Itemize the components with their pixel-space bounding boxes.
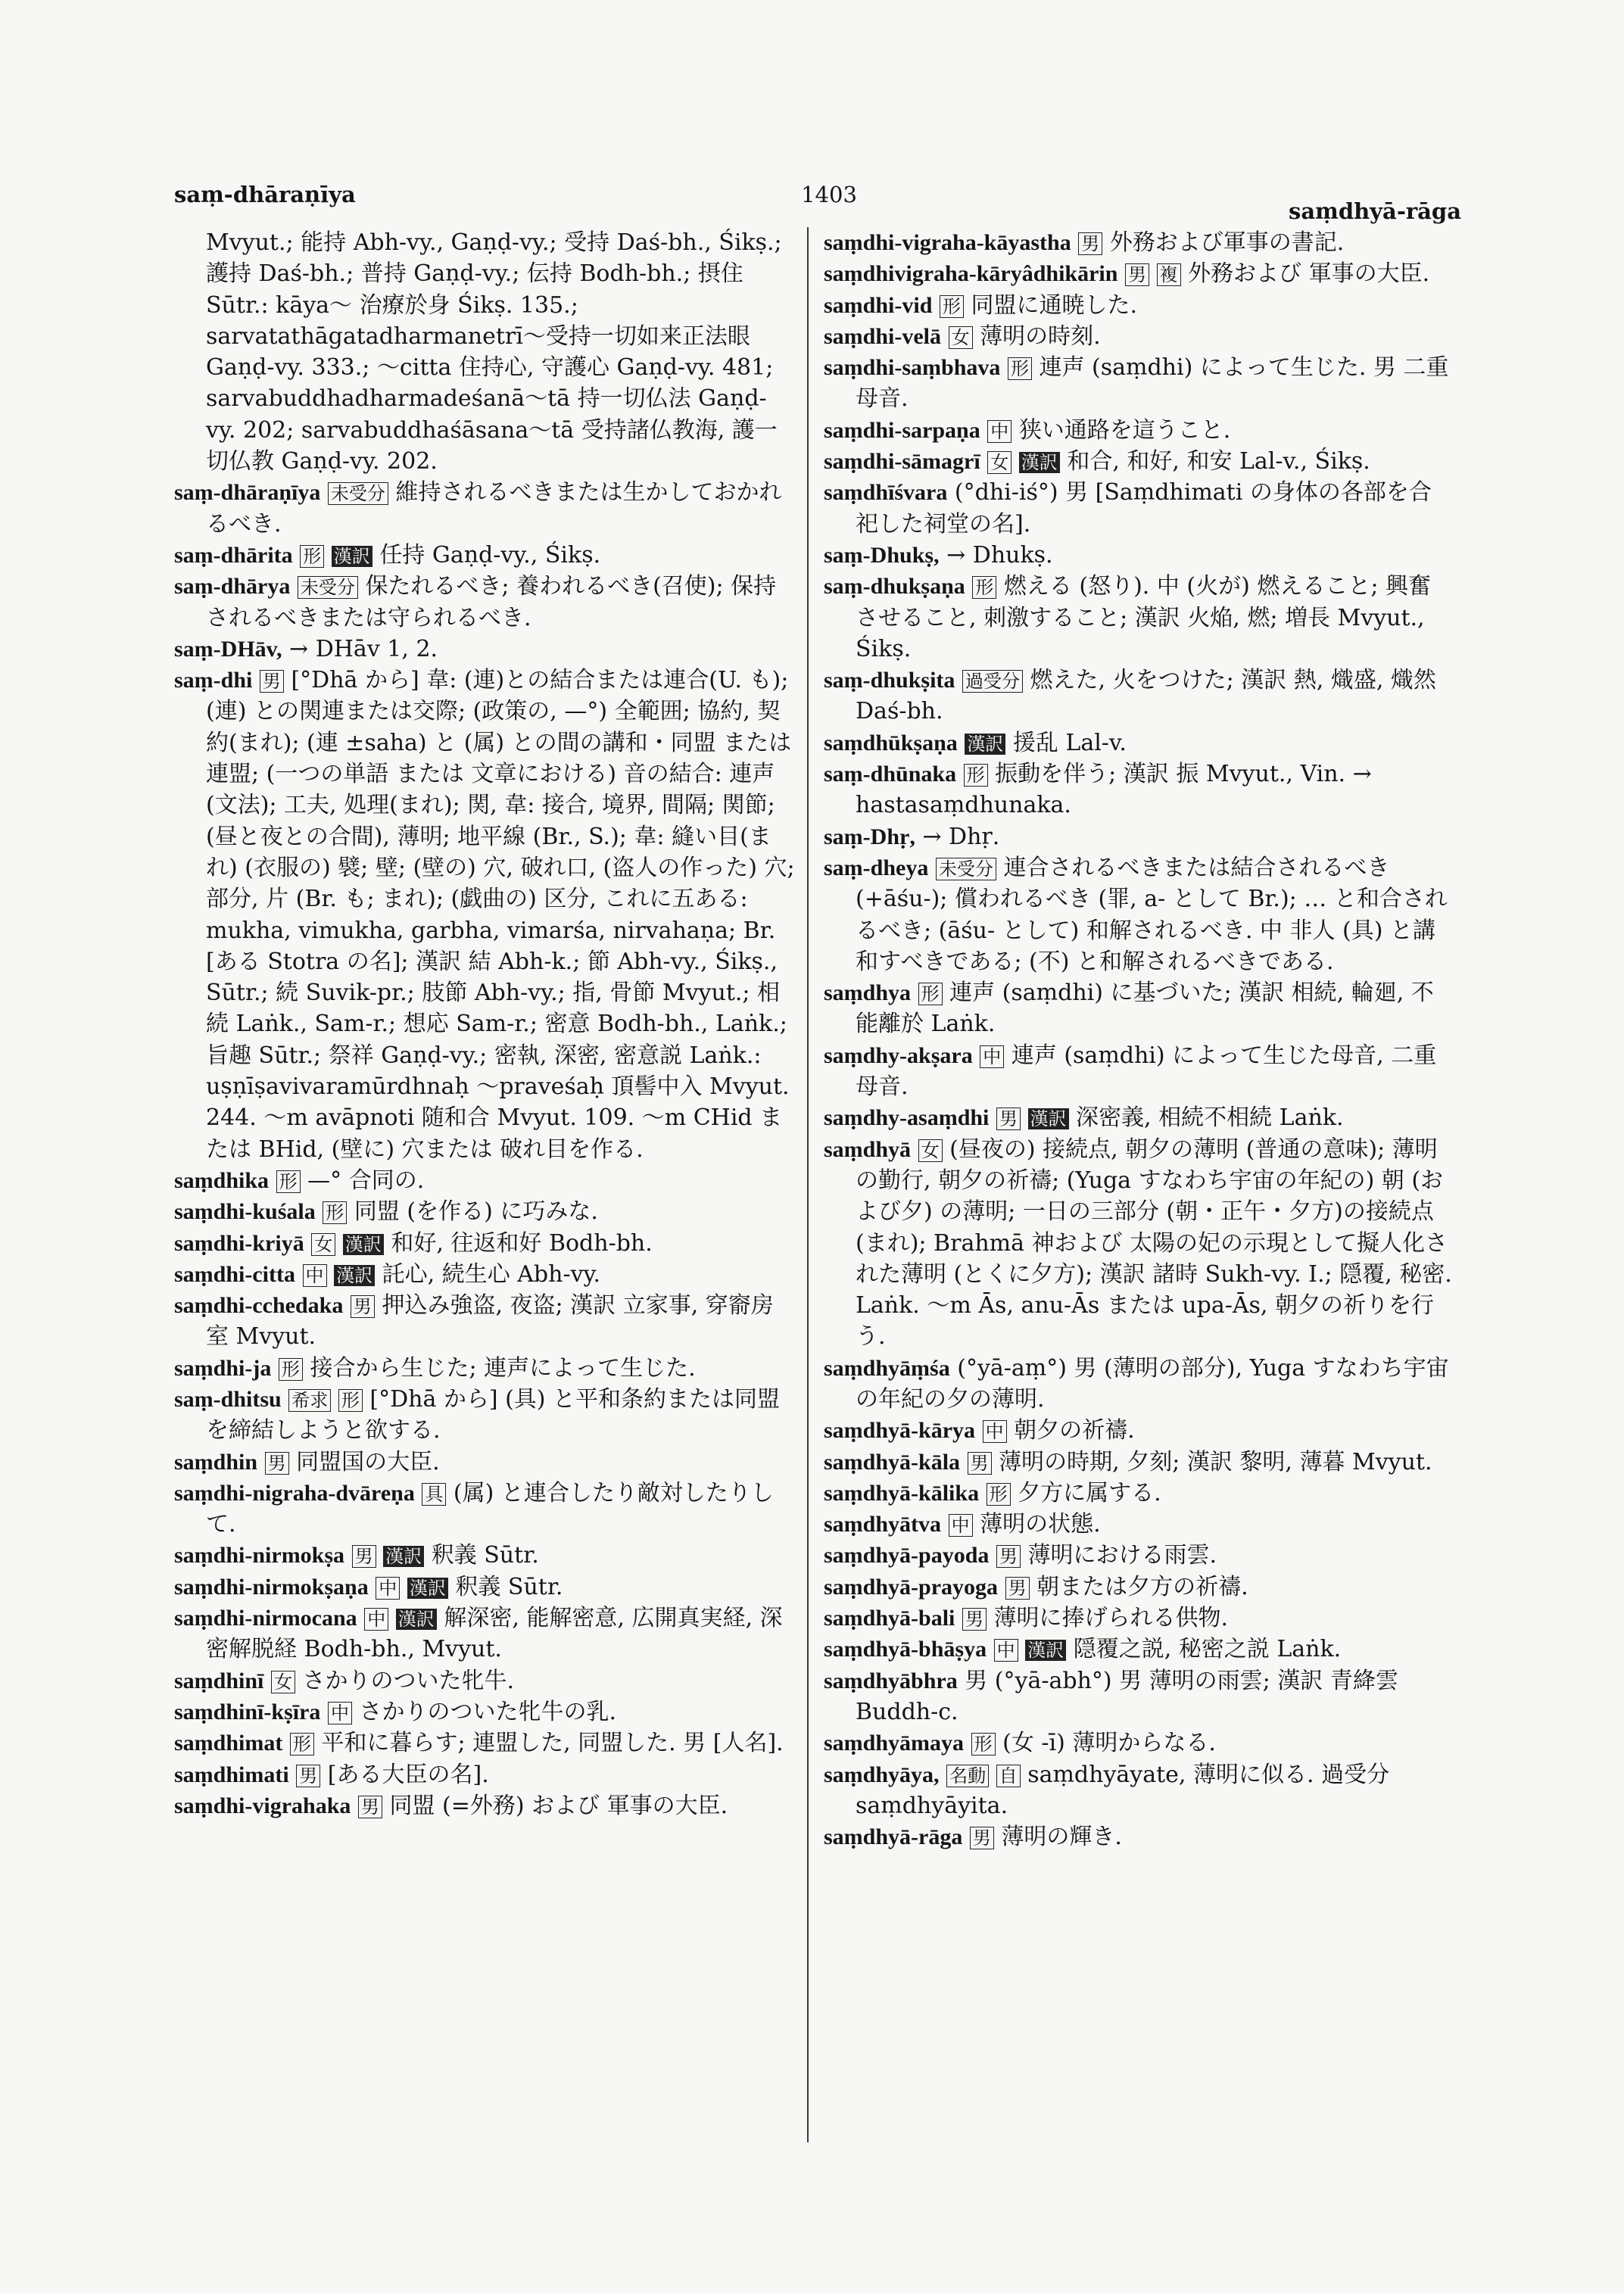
grammar-tag: 中	[303, 1264, 327, 1287]
definition: (°dhi-iś°) 男 [Saṃdhimati の身体の各部を合祀した祠堂の名].	[856, 479, 1432, 537]
headword: saṃdhi-nirmokṣa	[174, 1543, 345, 1569]
dictionary-entry	[174, 571, 795, 634]
grammar-tag: 中	[376, 1577, 400, 1600]
headword: saṃdhūkṣaṇa	[824, 730, 958, 756]
grammar-tag: 中	[994, 1639, 1018, 1662]
dictionary-entry	[174, 1572, 795, 1603]
dictionary-entry	[824, 1447, 1452, 1478]
definition: 連声 (saṃdhi) に基づいた; 漢訳 相続, 輪廻, 不能離於 Laṅk.	[856, 980, 1434, 1038]
definition: 援乱 Lal-v.	[1012, 729, 1127, 756]
grammar-tag: 未受分	[298, 576, 358, 599]
dictionary-entry	[824, 1821, 1452, 1852]
definition: さかりのついた牝牛.	[302, 1667, 515, 1694]
definition: → DHāv 1, 2.	[289, 635, 438, 662]
definition: —° 合同の.	[307, 1167, 425, 1194]
headword: saṃ-DHāv,	[174, 636, 282, 662]
grammar-tag: 男	[358, 1796, 382, 1818]
grammar-tag: 未受分	[328, 482, 388, 505]
grammar-tag: 形	[918, 983, 943, 1005]
grammar-tag: 漢訳	[396, 1609, 437, 1630]
headword: saṃdhimat	[174, 1731, 283, 1756]
grammar-tag: 男	[1078, 232, 1102, 255]
grammar-tag: 中	[983, 1420, 1007, 1443]
definition: 維持されるべきまたは生かしておかれるべき.	[206, 479, 782, 537]
grammar-tag: 未受分	[936, 858, 996, 880]
grammar-tag: 希求	[288, 1389, 331, 1412]
definition: 薄明の時期, 夕刻; 漢訳 黎明, 薄暮 Mvyut.	[999, 1448, 1432, 1475]
headword: saṃdhi-nirmocana	[174, 1606, 357, 1631]
definition: 薄明における雨雲.	[1027, 1542, 1217, 1569]
grammar-tag: 男	[296, 1765, 320, 1787]
headword: saṃdhivigraha-kāryâdhikārin	[824, 261, 1118, 287]
definition: [°Dhā から] (具) と平和条約または同盟を締結しようと欲する.	[206, 1385, 781, 1444]
grammar-tag: 形	[290, 1733, 314, 1756]
definition: (属) と連合したり敵対したりして.	[206, 1479, 774, 1538]
grammar-tag: 形	[972, 576, 996, 599]
definition: 押込み強盗, 夜盗; 漢訳 立家事, 穿窬房室 Mvyut.	[206, 1292, 774, 1351]
definition: 朝または夕方の祈禱.	[1036, 1573, 1248, 1600]
headword: saṃ-dhukṣaṇa	[824, 574, 965, 600]
dictionary-entry	[174, 1696, 795, 1728]
grammar-tag: 漢訳	[383, 1546, 424, 1567]
grammar-tag: 形	[279, 1358, 303, 1381]
headword: saṃdhinī	[174, 1668, 264, 1693]
dictionary-entry	[174, 665, 795, 1165]
grammar-tag: 中	[328, 1702, 352, 1724]
grammar-tag: 男	[996, 1545, 1021, 1568]
definition: 振動を伴う; 漢訳 振 Mvyut., Vin. → hastasaṃdhunaka.	[856, 761, 1372, 819]
definition: saṃdhyāyate, 薄明に似る. 過受分 saṃdhyāyita.	[856, 1761, 1390, 1819]
headword: saṃdhi-nirmokṣaṇa	[174, 1574, 369, 1600]
dictionary-entry	[174, 1478, 795, 1541]
dictionary-entry	[824, 1478, 1452, 1509]
dictionary-entry	[824, 1728, 1452, 1759]
definition: 接合から生じた; 連声によって生じた.	[310, 1354, 696, 1382]
headword: saṃdhi-sāmagrī	[824, 449, 980, 475]
left-column	[174, 227, 795, 2135]
definition: 同盟に通暁した.	[971, 291, 1138, 319]
dictionary-entry	[824, 227, 1452, 258]
dictionary-entry	[824, 1540, 1452, 1571]
headword: saṃdhi-kuśala	[174, 1199, 316, 1225]
definition: 連合されるべきまたは結合されるべき (+āśu-); 償われるべき (罪, a- として Br.); … と和合されるべき; (āśu- として) 和解されるべき. 中 非人 (具) と講和すべきである; (不) と和解されるべきである.	[856, 854, 1448, 975]
definition: 平和に暮らす; 連盟した, 同盟した. 男 [人名].	[321, 1730, 784, 1757]
dictionary-entry	[174, 634, 795, 665]
headword: saṃdhyā-prayoga	[824, 1574, 999, 1600]
grammar-tag: 女	[918, 1139, 943, 1162]
grammar-tag: 男	[996, 1108, 1021, 1130]
dictionary-entry	[174, 1165, 795, 1196]
dictionary-entry	[174, 1603, 795, 1665]
headword: saṃdhyāya,	[824, 1762, 940, 1787]
headword: saṃdhimati	[174, 1762, 289, 1787]
grammar-tag: 男	[265, 1452, 289, 1475]
grammar-tag: 形	[940, 295, 964, 318]
dictionary-entry	[824, 1102, 1452, 1133]
headword: saṃdhika	[174, 1167, 270, 1193]
headword: saṃdhi-velā	[824, 323, 942, 349]
definition: 連声 (saṃdhi) によって生じた母音, 二重母音.	[856, 1042, 1437, 1101]
dictionary-entry	[824, 977, 1452, 1040]
headword: saṃdhyāmaya	[824, 1731, 965, 1756]
grammar-tag: 男	[351, 1295, 375, 1318]
headword: saṃdhinī-kṣīra	[174, 1699, 321, 1724]
headword: saṃ-Dhukṣ,	[824, 542, 940, 568]
dictionary-entry	[824, 571, 1452, 665]
dictionary-entry	[824, 852, 1452, 977]
grammar-tag: 女	[311, 1233, 335, 1256]
definition: (°yā-aṃ°) 男 (薄明の部分), Yuga すなわち宇宙の年紀の夕の薄明.	[856, 1354, 1449, 1413]
headword: saṃ-dhūnaka	[824, 762, 957, 787]
grammar-tag: 複	[1157, 263, 1181, 286]
grammar-tag: 中	[364, 1608, 388, 1631]
headword: saṃdhyābhra	[824, 1668, 958, 1693]
grammar-tag: 男	[962, 1608, 987, 1631]
dictionary-entry	[824, 415, 1452, 446]
definition: 外務および 軍事の大臣.	[1188, 260, 1430, 288]
running-head-left: saṃ-dhāraṇīya	[174, 182, 356, 207]
definition: 薄明に捧げられる供物.	[993, 1605, 1229, 1632]
grammar-tag: 過受分	[962, 670, 1023, 693]
headword: saṃdhi-kriyā	[174, 1230, 304, 1256]
definition: → Dhṛ.	[922, 823, 1000, 850]
headword: saṃdhi-vid	[824, 292, 933, 318]
dictionary-entry	[824, 477, 1452, 540]
dictionary-entry	[174, 1728, 795, 1759]
dictionary-entry	[174, 1353, 795, 1384]
grammar-tag: 男	[968, 1452, 992, 1475]
grammar-tag: 女	[271, 1671, 295, 1693]
grammar-tag: 自	[996, 1765, 1021, 1787]
dictionary-entry	[174, 1759, 795, 1790]
grammar-tag: 中	[987, 420, 1011, 443]
headword: saṃdhi-nigraha-dvāreṇa	[174, 1480, 415, 1506]
grammar-tag: 名動	[946, 1765, 989, 1787]
headword: saṃdhyā-payoda	[824, 1543, 990, 1569]
headword: saṃ-dhukṣita	[824, 668, 955, 693]
dictionary-entry	[174, 1540, 795, 1571]
headword: saṃ-dhi	[174, 668, 253, 693]
headword: saṃdhi-ja	[174, 1355, 272, 1381]
definition: 朝夕の祈禱.	[1014, 1417, 1135, 1444]
dictionary-entry	[824, 290, 1452, 321]
dictionary-entry	[824, 321, 1452, 352]
dictionary-entry	[824, 1134, 1452, 1353]
definition: 同盟 (を作る) に巧みな.	[354, 1198, 598, 1226]
headword: saṃdhyā-kāla	[824, 1449, 961, 1475]
dictionary-entry	[824, 1603, 1452, 1634]
grammar-tag: 漢訳	[343, 1234, 384, 1255]
definition: 和合, 和好, 和安 Lal-v., Śikṣ.	[1067, 448, 1370, 475]
grammar-tag: 形	[276, 1170, 301, 1193]
grammar-tag: 女	[987, 451, 1011, 474]
grammar-tag: 形	[1008, 357, 1032, 380]
definition: 薄明の輝き.	[1001, 1824, 1122, 1851]
dictionary-entry	[824, 759, 1452, 821]
headword: saṃdhi-sarpaṇa	[824, 417, 980, 443]
definition: 保たれるべき; 養われるべき(召使); 保持されるべきまたは守られるべき.	[206, 573, 777, 631]
dictionary-entry	[174, 1790, 795, 1821]
definition: 釈義 Sūtr.	[431, 1542, 539, 1569]
definition: 釈義 Sūtr.	[455, 1573, 563, 1600]
grammar-tag: 男	[260, 670, 284, 693]
headword: saṃdhya	[824, 980, 912, 1006]
dictionary-entry	[824, 821, 1452, 852]
page-header	[174, 159, 1461, 227]
headword: saṃdhy-asaṃdhi	[824, 1105, 990, 1131]
definition: [°Dhā から] 韋: (連)との結合または連合(U. も); (連) との関連または交際; (政策の, —°) 全範囲; 協約, 契約(まれ); (連 ±saha) と (属) との間の講和・同盟 または 連盟; (一つの単語 または 文章における) 音の結合: 連声 (文法); 工夫, 処理(まれ); 関, 韋: 接合, 境界, 間隔; 関節; (昼と夜との合間), 薄明; 地平線 (Br., S.); 韋: 縫い目(まれ) (衣服の) 襞; 壁; (壁の) 穴, 破れ口, (盗人の作った) 穴; 部分, 片 (Br. も; まれ); (戯曲の) 区分, これに五ある: mukha, vimukha, garbha, vimarśa, nirvahaṇa; Br. [ある Stotra の名]; 漢訳 結 Abh-k.; 節 Abh-vy., Śikṣ., Sūtr.; 続 Suvik-pr.; 肢節 Abh-vy.; 指, 骨節 Mvyut.; 相続 Laṅk., Sam-r.; 想応 Sam-r.; 密意 Bodh-bh., Laṅk.; 旨趣 Sūtr.; 祭祥 Gaṇḍ-vy.; 密執, 深密, 密意説 Laṅk.: uṣṇīṣavivaramūrdhnaḥ ～praveśaḥ 頂髻中入 Mvyut. 244. ～m avāpnoti 随和合 Mvyut. 109. ～m CHid または BHid, (壁に) 穴または 破れ目を作る.	[206, 667, 795, 1163]
grammar-tag: 漢訳	[1028, 1108, 1069, 1129]
grammar-tag: 漢訳	[334, 1265, 375, 1286]
dictionary-entry	[174, 477, 795, 540]
dictionary-entry	[174, 1665, 795, 1696]
definition: 解深密, 能解密意, 広開真実経, 深密解脱経 Bodh-bh., Mvyut.	[206, 1605, 783, 1663]
grammar-tag: 形	[338, 1389, 363, 1412]
dictionary-entry	[824, 258, 1452, 289]
headword: saṃdhyā-rāga	[824, 1824, 963, 1850]
grammar-tag: 男	[352, 1545, 376, 1568]
grammar-tag: 男	[1005, 1577, 1030, 1600]
definition: 隠覆之説, 秘密之説 Laṅk.	[1073, 1636, 1342, 1663]
definition: 和好, 往返和好 Bodh-bh.	[391, 1229, 653, 1257]
grammar-tag: 形	[971, 1733, 996, 1756]
dictionary-entry	[824, 1509, 1452, 1540]
headword: saṃ-Dhṛ,	[824, 824, 915, 849]
right-column	[824, 227, 1452, 2135]
dictionary-entry	[824, 1040, 1452, 1103]
dictionary-entry	[824, 1634, 1452, 1665]
dictionary-entry	[824, 352, 1452, 415]
definition: 連声 (saṃdhi) によって生じた. 男 二重母音.	[856, 354, 1449, 413]
definition: 同盟 (=外務) および 軍事の大臣.	[389, 1792, 728, 1819]
headword: saṃdhy-akṣara	[824, 1042, 973, 1068]
column-divider	[807, 227, 809, 2142]
definition: 夕方に属する.	[1018, 1479, 1161, 1506]
headword: saṃdhi-saṃbhava	[824, 355, 1001, 381]
headword: saṃdhyāṃśa	[824, 1355, 950, 1381]
headword: saṃdhin	[174, 1449, 258, 1475]
definition: 深密義, 相続不相続 Laṅk.	[1076, 1104, 1344, 1132]
dictionary-entry	[174, 1290, 795, 1353]
dictionary-entry	[824, 1353, 1452, 1416]
dictionary-entry	[824, 540, 1452, 571]
dictionary-entry	[174, 1196, 795, 1227]
headword: saṃdhyā-kālika	[824, 1480, 980, 1506]
headword: saṃ-dhārya	[174, 574, 291, 600]
grammar-tag: 男	[970, 1827, 994, 1849]
dictionary-entry	[824, 727, 1452, 759]
definition: 狭い通路を這うこと.	[1018, 416, 1231, 444]
headword: saṃdhyā-kārya	[824, 1418, 976, 1444]
definition: 外務および軍事の書記.	[1109, 229, 1345, 256]
dictionary-entry	[174, 1259, 795, 1290]
definition: さかりのついた牝牛の乳.	[359, 1698, 617, 1725]
grammar-tag: 中	[949, 1514, 973, 1537]
grammar-tag: 漢訳	[1019, 452, 1060, 473]
definition: → Dhukṣ.	[946, 541, 1053, 569]
headword: saṃdhi-citta	[174, 1261, 295, 1287]
dictionary-entry	[174, 1228, 795, 1259]
definition: 燃えた, 火をつけた; 漢訳 熱, 熾盛, 熾然 Daś-bh.	[856, 667, 1436, 725]
dictionary-entry	[174, 540, 795, 571]
headword: saṃ-dhāraṇīya	[174, 480, 321, 506]
headword: saṃ-dhārita	[174, 542, 293, 568]
definition: 任持 Gaṇḍ-vy., Śikṣ.	[379, 541, 601, 569]
definition: 薄明の状態.	[980, 1511, 1101, 1538]
grammar-tag: 漢訳	[1025, 1640, 1066, 1661]
dictionary-entry	[824, 446, 1452, 477]
grammar-tag: 具	[422, 1483, 446, 1506]
grammar-tag: 漢訳	[407, 1578, 448, 1599]
definition: (女 -ī) 薄明からなる.	[1002, 1730, 1216, 1757]
headword: saṃdhi-vigraha-kāyastha	[824, 230, 1071, 255]
definition: 男 (°yā-abh°) 男 薄明の雨雲; 漢訳 青絳雲 Buddh-c.	[856, 1667, 1398, 1725]
headword: saṃ-dheya	[824, 855, 929, 880]
definition: (昼夜の) 接続点, 朝夕の薄明 (普通の意味); 薄明の勤行, 朝夕の祈禱; (Yuga すなわち宇宙の年紀の) 朝 (および夕) の薄明; 一日の三部分 (朝・正午・夕方)の接続点(まれ); Brahmā 神および 太陽の妃の示現として擬人化された薄明 (とくに夕方); 漢訳 諸時 Sukh-vy. I.; 隠覆, 秘密. Laṅk. ～m Ās, anu-Ās または upa-Ās, 朝夕の祈りを行う.	[856, 1136, 1452, 1351]
grammar-tag: 男	[1125, 263, 1149, 286]
dictionary-entry	[824, 1572, 1452, 1603]
headword: saṃdhyā	[824, 1136, 912, 1162]
grammar-tag: 形	[323, 1201, 347, 1224]
grammar-tag: 漢訳	[332, 546, 372, 567]
dictionary-entry	[824, 1665, 1452, 1728]
dictionary-entry	[824, 665, 1452, 727]
dictionary-entry	[824, 1759, 1452, 1822]
continued-definition	[174, 227, 795, 477]
headword: saṃdhi-vigrahaka	[174, 1793, 351, 1818]
grammar-tag: 形	[987, 1483, 1011, 1506]
headword: saṃdhyā-bali	[824, 1606, 955, 1631]
definition: 同盟国の大臣.	[296, 1448, 440, 1475]
dictionary-entry	[174, 1447, 795, 1478]
dictionary-entry	[824, 1415, 1452, 1446]
running-head-right: saṃdhyā-rāga	[1289, 198, 1461, 224]
headword: saṃdhīśvara	[824, 480, 948, 506]
definition: 薄明の時刻.	[980, 322, 1101, 350]
headword: saṃ-dhitsu	[174, 1386, 282, 1412]
page-number: 1403	[801, 182, 857, 207]
definition: Mvyut.; 能持 Abh-vy., Gaṇḍ-vy.; 受持 Daś-bh., Śikṣ.; 護持 Daś-bh.; 普持 Gaṇḍ-vy.; 伝持 Bodh-bh.; 摂住 Sūtr.: kāya～ 治療於身 Śikṣ. 135.; sarvatathāgatadharmanetrī～受持一切如来正法眼 Gaṇḍ-vy. 333.; ～citta 住持心, 守護心 Gaṇḍ-vy. 481; sarvabuddhadharmadeśanā～tā 持一切仏法 Gaṇḍ-vy. 202; sarvabuddhaśāsana～tā 受持諸仏教海, 護一切仏教 Gaṇḍ-vy. 202.	[206, 229, 782, 475]
headword: saṃdhyātva	[824, 1512, 942, 1537]
dictionary-entry	[174, 1384, 795, 1447]
headword: saṃdhi-cchedaka	[174, 1293, 344, 1319]
definition: 燃える (怒り). 中 (火が) 燃えること; 興奮させること, 刺激すること; 漢訳 火焔, 燃; 増長 Mvyut., Śikṣ.	[856, 573, 1431, 662]
definition: [ある大臣の名].	[327, 1761, 489, 1788]
grammar-tag: 女	[949, 326, 973, 349]
grammar-tag: 形	[300, 545, 324, 568]
definition: 託心, 続生心 Abh-vy.	[382, 1260, 601, 1288]
headword: saṃdhyā-bhāṣya	[824, 1637, 987, 1662]
grammar-tag: 中	[980, 1045, 1004, 1068]
grammar-tag: 漢訳	[965, 734, 1005, 755]
grammar-tag: 形	[964, 764, 988, 787]
